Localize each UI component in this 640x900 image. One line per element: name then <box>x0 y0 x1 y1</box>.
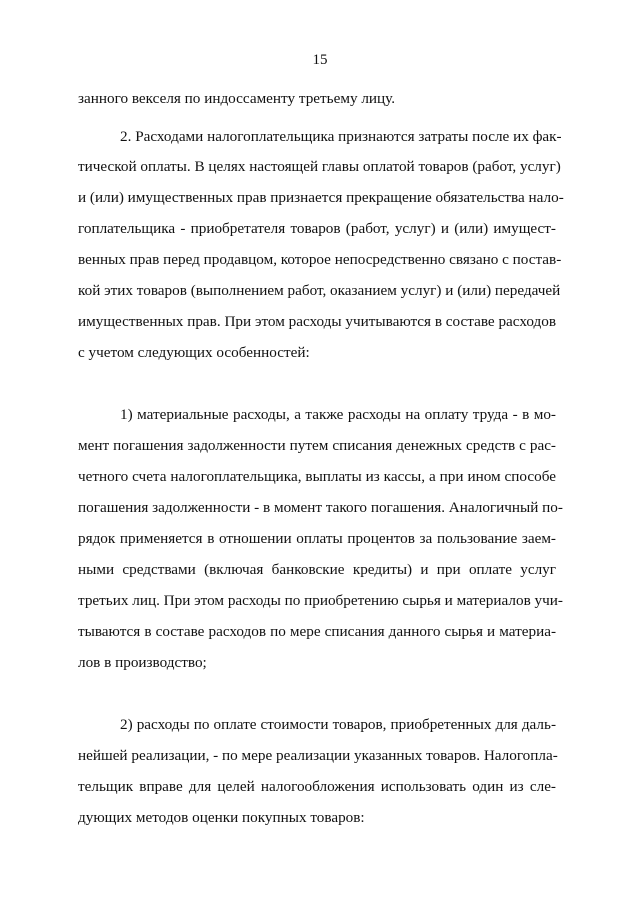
paragraph-start-line: 1) материальные расходы, а также расходы на оплату труда - в мо- <box>120 406 556 423</box>
text-line: занного векселя по индоссаменту третьему лицу. <box>78 90 396 107</box>
text-line: тической оплаты. В целях настоящей главы оплатой товаров (работ, услуг) <box>78 158 561 175</box>
text-line: лов в производство; <box>78 654 207 671</box>
text-line: погашения задолженности - в момент такого погашения. Аналогичный по- <box>78 499 563 516</box>
paragraph-start-line: 2. Расходами налогоплательщика признаются затраты после их фак- <box>120 128 562 145</box>
text-line: дующих методов оценки покупных товаров: <box>78 809 365 826</box>
text-line: с учетом следующих особенностей: <box>78 344 310 361</box>
page-number: 15 <box>312 52 328 68</box>
text-line: гоплательщика - приобретателя товаров (работ, услуг) и (или) имущест- <box>78 220 556 237</box>
text-line: ными средствами (включая банковские кредиты) и при оплате услуг <box>78 561 556 578</box>
text-line: кой этих товаров (выполнением работ, оказанием услуг) и (или) передачей <box>78 282 561 299</box>
text-line: тельщик вправе для целей налогообложения использовать один из сле- <box>78 778 556 795</box>
text-line: венных прав перед продавцом, которое непосредственно связано с постав- <box>78 251 562 268</box>
text-line: и (или) имущественных прав признается прекращение обязательства нало- <box>78 189 564 206</box>
text-line: имущественных прав. При этом расходы учитываются в составе расходов <box>78 313 556 330</box>
text-line: рядок применяется в отношении оплаты процентов за пользование заем- <box>78 530 556 547</box>
text-line: четного счета налогоплательщика, выплаты из кассы, а при ином способе <box>78 468 556 485</box>
text-line: мент погашения задолженности путем списания денежных средств с рас- <box>78 437 556 454</box>
text-line: тываются в составе расходов по мере списания данного сырья и материа- <box>78 623 556 640</box>
text-line: третьих лиц. При этом расходы по приобретению сырья и материалов учи- <box>78 592 563 609</box>
paragraph-start-line: 2) расходы по оплате стоимости товаров, приобретенных для даль- <box>120 716 556 733</box>
text-line: нейшей реализации, - по мере реализации указанных товаров. Налогопла- <box>78 747 558 764</box>
